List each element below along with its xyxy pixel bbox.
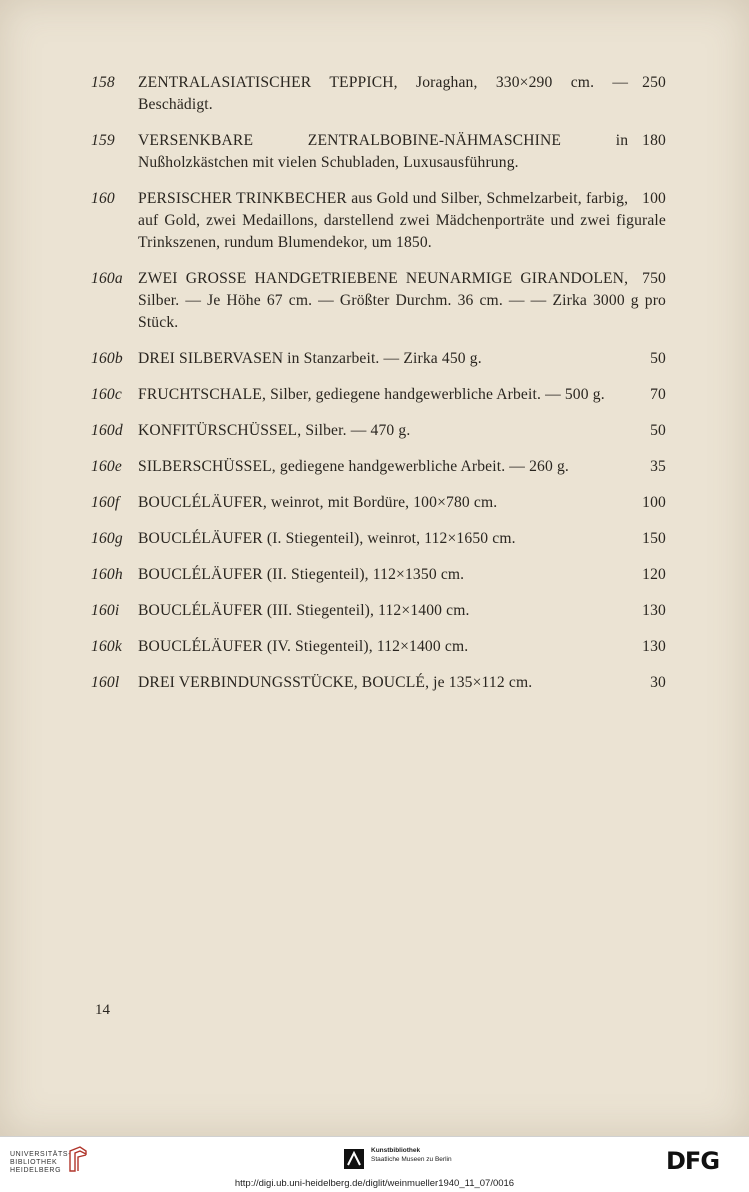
catalog-entry [88,130,666,174]
lot-description: KONFITÜRSCHÜSSEL, Silber. — 470 g. [138,422,411,439]
lot-number: 159 [91,132,115,149]
lot-price: 150 [642,530,666,547]
catalog-entry [88,348,666,370]
lot-description: BOUCLÉLÄUFER (I. Stiegenteil), weinrot, 112×1650 cm. [138,530,516,547]
catalog-entry [88,456,666,478]
lot-number: 160b [91,350,123,367]
lot-number: 160g [91,530,123,547]
lot-description: SILBERSCHÜSSEL, gediegene handgewerbliche Arbeit. — 260 g. [138,458,569,475]
lot-price: 70 [650,386,666,403]
lot-price: 100 [642,494,666,511]
page-number: 14 [95,1002,110,1018]
lot-description: DREI SILBERVASEN in Stanzarbeit. — Zirka 450 g. [138,350,482,367]
catalog-entry [88,420,666,442]
lot-description: BOUCLÉLÄUFER (IV. Stiegenteil), 112×1400 cm. [138,638,469,655]
lot-price: 120 [642,566,666,583]
heidelberg-logo-icon[interactable] [66,1145,90,1173]
lot-number: 160k [91,638,122,655]
lot-number: 160f [91,494,120,511]
lot-description: BOUCLÉLÄUFER (II. Stiegenteil), 112×1350 cm. [138,566,465,583]
catalog-entry [88,528,666,550]
catalog-entry [88,672,666,694]
lot-price: 35 [650,458,666,475]
dfg-logo[interactable]: DFG [666,1147,720,1175]
catalog-entry [88,600,666,622]
kb-subtitle: Staatliche Museen zu Berlin [371,1156,452,1163]
lot-number: 160a [91,270,123,287]
lot-description: VERSENKBARE ZENTRALBOBINE-NÄHMASCHINE in Nußholzkästchen mit vielen Schubladen, Luxusausführung. [138,132,629,171]
lot-number: 160i [91,602,120,619]
lot-price: 30 [650,674,666,691]
lot-description: PERSISCHER TRINKBECHER aus Gold und Silber, Schmelzarbeit, farbig, auf Gold, zwei Medaillons, darstellend zwei Mädchenporträte und zwei figurale Trinkszenen, rundum Blumendekor, um 1850. [138,190,666,251]
lot-number: 158 [91,74,115,91]
catalog-entry [88,564,666,586]
permalink-url[interactable]: http://digi.ub.uni-heidelberg.de/diglit/weinmueller1940_11_07/0016 [234,1178,515,1189]
library-line-1: UNIVERSITÄTS- [10,1151,72,1158]
catalog-entry [88,268,666,334]
lot-price: 750 [642,270,666,287]
viewer-footer [0,1136,749,1192]
kunstbibliothek-logo-icon[interactable] [343,1148,365,1170]
lot-price: 130 [642,638,666,655]
library-name[interactable] [10,1151,71,1175]
lot-description: ZWEI GROSSE HANDGETRIEBENE NEUNARMIGE GIRANDOLEN, Silber. — Je Höhe 67 cm. — Größter Durchm. 36 cm. — — Zirka 3000 g pro Stück. [138,270,666,331]
catalog-entry [88,636,666,658]
lot-description: ZENTRALASIATISCHER TEPPICH, Joraghan, 330×290 cm. — Beschädigt. [138,74,629,113]
catalog-entry [88,72,666,116]
catalog-entry [88,492,666,514]
lot-number: 160h [91,566,123,583]
lot-price: 100 [642,190,666,207]
catalog-entries [88,72,666,708]
lot-price: 130 [642,602,666,619]
lot-number: 160c [91,386,122,403]
catalog-entry [88,384,666,406]
kunstbibliothek-label[interactable] [371,1146,452,1164]
kb-title: Kunstbibliothek [371,1147,421,1154]
lot-number: 160d [91,422,123,439]
lot-number: 160l [91,674,120,691]
library-line-3: HEIDELBERG [10,1167,62,1174]
lot-price: 250 [642,74,666,91]
lot-price: 50 [650,422,666,439]
catalog-entry [88,188,666,254]
lot-description: BOUCLÉLÄUFER (III. Stiegenteil), 112×1400 cm. [138,602,470,619]
lot-price: 180 [642,132,666,149]
lot-price: 50 [650,350,666,367]
library-line-2: BIBLIOTHEK [10,1159,58,1166]
lot-description: FRUCHTSCHALE, Silber, gediegene handgewerbliche Arbeit. — 500 g. [138,386,605,403]
lot-description: BOUCLÉLÄUFER, weinrot, mit Bordüre, 100×780 cm. [138,494,498,511]
lot-description: DREI VERBINDUNGSSTÜCKE, BOUCLÉ, je 135×112 cm. [138,674,533,691]
lot-number: 160 [91,190,115,207]
lot-number: 160e [91,458,122,475]
